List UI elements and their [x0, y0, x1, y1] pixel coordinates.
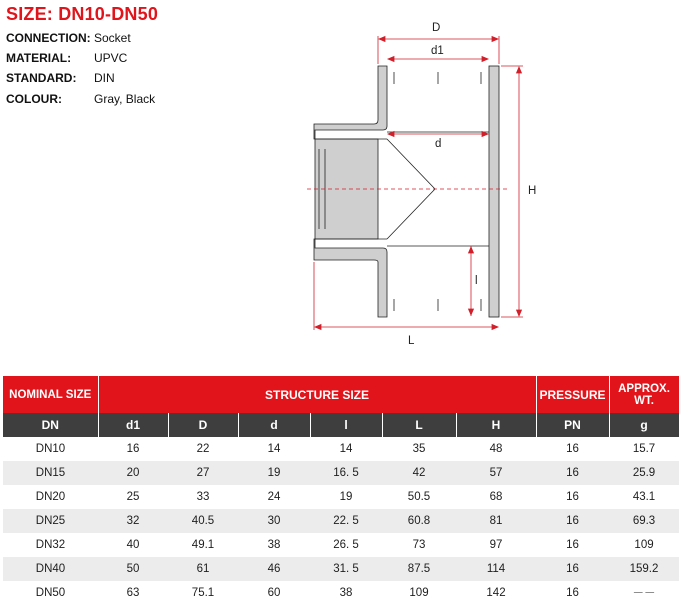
table-cell: 19 — [310, 485, 382, 509]
table-cell: 43.1 — [609, 485, 679, 509]
spec-label: MATERIAL: — [6, 51, 72, 65]
table-cell: 68 — [456, 485, 536, 509]
table-cell: 81 — [456, 509, 536, 533]
table-row — [3, 437, 679, 461]
table-cell: DN50 — [3, 581, 98, 605]
table-cell: 25 — [98, 485, 168, 509]
column-header: d — [238, 413, 310, 437]
table-cell: 40.5 — [168, 509, 238, 533]
table-cell: 24 — [238, 485, 310, 509]
size-title: SIZE: DN10-DN50 — [6, 4, 159, 24]
table-cell: 97 — [456, 533, 536, 557]
table-cell: 142 — [456, 581, 536, 605]
table-cell: 38 — [310, 581, 382, 605]
table-row — [3, 557, 679, 581]
header-approx-wt: APPROX. WT. — [609, 376, 679, 413]
table-cell: 60 — [238, 581, 310, 605]
column-header: l — [310, 413, 382, 437]
table-cell: 14 — [238, 437, 310, 461]
table-cell: 33 — [168, 485, 238, 509]
table-cell: 25.9 — [609, 461, 679, 485]
column-header: DN — [3, 413, 98, 437]
dimension-table — [3, 376, 680, 605]
table-cell: 19 — [238, 461, 310, 485]
table-row — [3, 509, 679, 533]
spec-value: DIN — [94, 71, 115, 85]
label-d1: d1 — [431, 45, 444, 57]
table-row — [3, 461, 679, 485]
table-cell: 30 — [238, 509, 310, 533]
column-header: D — [168, 413, 238, 437]
table-cell: 109 — [609, 533, 679, 557]
table-cell: 57 — [456, 461, 536, 485]
table-cell: 63 — [98, 581, 168, 605]
table-cell: 114 — [456, 557, 536, 581]
header-structure-size: STRUCTURE SIZE — [98, 376, 536, 413]
label-L: L — [408, 335, 415, 347]
table-cell: 46 — [238, 557, 310, 581]
column-header-row — [3, 413, 679, 437]
table-cell: 109 — [382, 581, 456, 605]
table-cell: 60.8 — [382, 509, 456, 533]
column-header: PN — [536, 413, 609, 437]
table-cell: 35 — [382, 437, 456, 461]
table-cell: 16 — [536, 533, 609, 557]
table-cell: 16 — [98, 437, 168, 461]
tee-fitting-drawing — [295, 14, 555, 354]
spec-label: STANDARD: — [6, 71, 77, 85]
right-wall — [489, 66, 499, 317]
table-cell: 38 — [238, 533, 310, 557]
label-H: H — [528, 185, 537, 197]
table-cell: 159.2 — [609, 557, 679, 581]
table-cell: DN25 — [3, 509, 98, 533]
table-cell: 75.1 — [168, 581, 238, 605]
table-cell: 32 — [98, 509, 168, 533]
table-row — [3, 581, 679, 605]
table-cell: 73 — [382, 533, 456, 557]
spec-label: CONNECTION: — [6, 31, 91, 45]
table-cell: DN40 — [3, 557, 98, 581]
column-header: L — [382, 413, 456, 437]
table-cell: 16 — [536, 509, 609, 533]
table-row — [3, 485, 679, 509]
table-cell: －－ — [609, 581, 679, 605]
column-header: g — [609, 413, 679, 437]
header-nominal-size: NOMINAL SIZE — [3, 376, 98, 413]
table-cell: DN32 — [3, 533, 98, 557]
group-header-row — [3, 376, 679, 413]
table-cell: 42 — [382, 461, 456, 485]
column-header: d1 — [98, 413, 168, 437]
table-cell: 16 — [536, 581, 609, 605]
table-cell: 16 — [536, 437, 609, 461]
table-cell: 40 — [98, 533, 168, 557]
table-cell: 48 — [456, 437, 536, 461]
table-cell: 27 — [168, 461, 238, 485]
table-cell: 22 — [168, 437, 238, 461]
table-cell: 16. 5 — [310, 461, 382, 485]
table-cell: DN10 — [3, 437, 98, 461]
table-cell: 16 — [536, 485, 609, 509]
spec-value: Gray, Black — [94, 92, 156, 106]
label-d: d — [435, 138, 442, 150]
table-cell: 49.1 — [168, 533, 238, 557]
table-cell: 14 — [310, 437, 382, 461]
label-l: l — [475, 275, 478, 287]
spec-label: COLOUR: — [6, 92, 62, 106]
label-D: D — [432, 22, 441, 34]
table-cell: 50 — [98, 557, 168, 581]
spec-value: UPVC — [94, 51, 128, 65]
table-cell: 20 — [98, 461, 168, 485]
table-cell: 87.5 — [382, 557, 456, 581]
table-cell: 61 — [168, 557, 238, 581]
table-cell: 22. 5 — [310, 509, 382, 533]
table-body — [3, 437, 679, 605]
table-cell: 31. 5 — [310, 557, 382, 581]
table-cell: DN20 — [3, 485, 98, 509]
column-header: H — [456, 413, 536, 437]
table-cell: 69.3 — [609, 509, 679, 533]
table-cell: 16 — [536, 557, 609, 581]
table-cell: 15.7 — [609, 437, 679, 461]
table-cell: 16 — [536, 461, 609, 485]
table-cell: DN15 — [3, 461, 98, 485]
table-cell: 50.5 — [382, 485, 456, 509]
spec-value: Socket — [94, 31, 131, 45]
table-cell: 26. 5 — [310, 533, 382, 557]
header-pressure: PRESSURE — [536, 376, 609, 413]
table-row — [3, 533, 679, 557]
